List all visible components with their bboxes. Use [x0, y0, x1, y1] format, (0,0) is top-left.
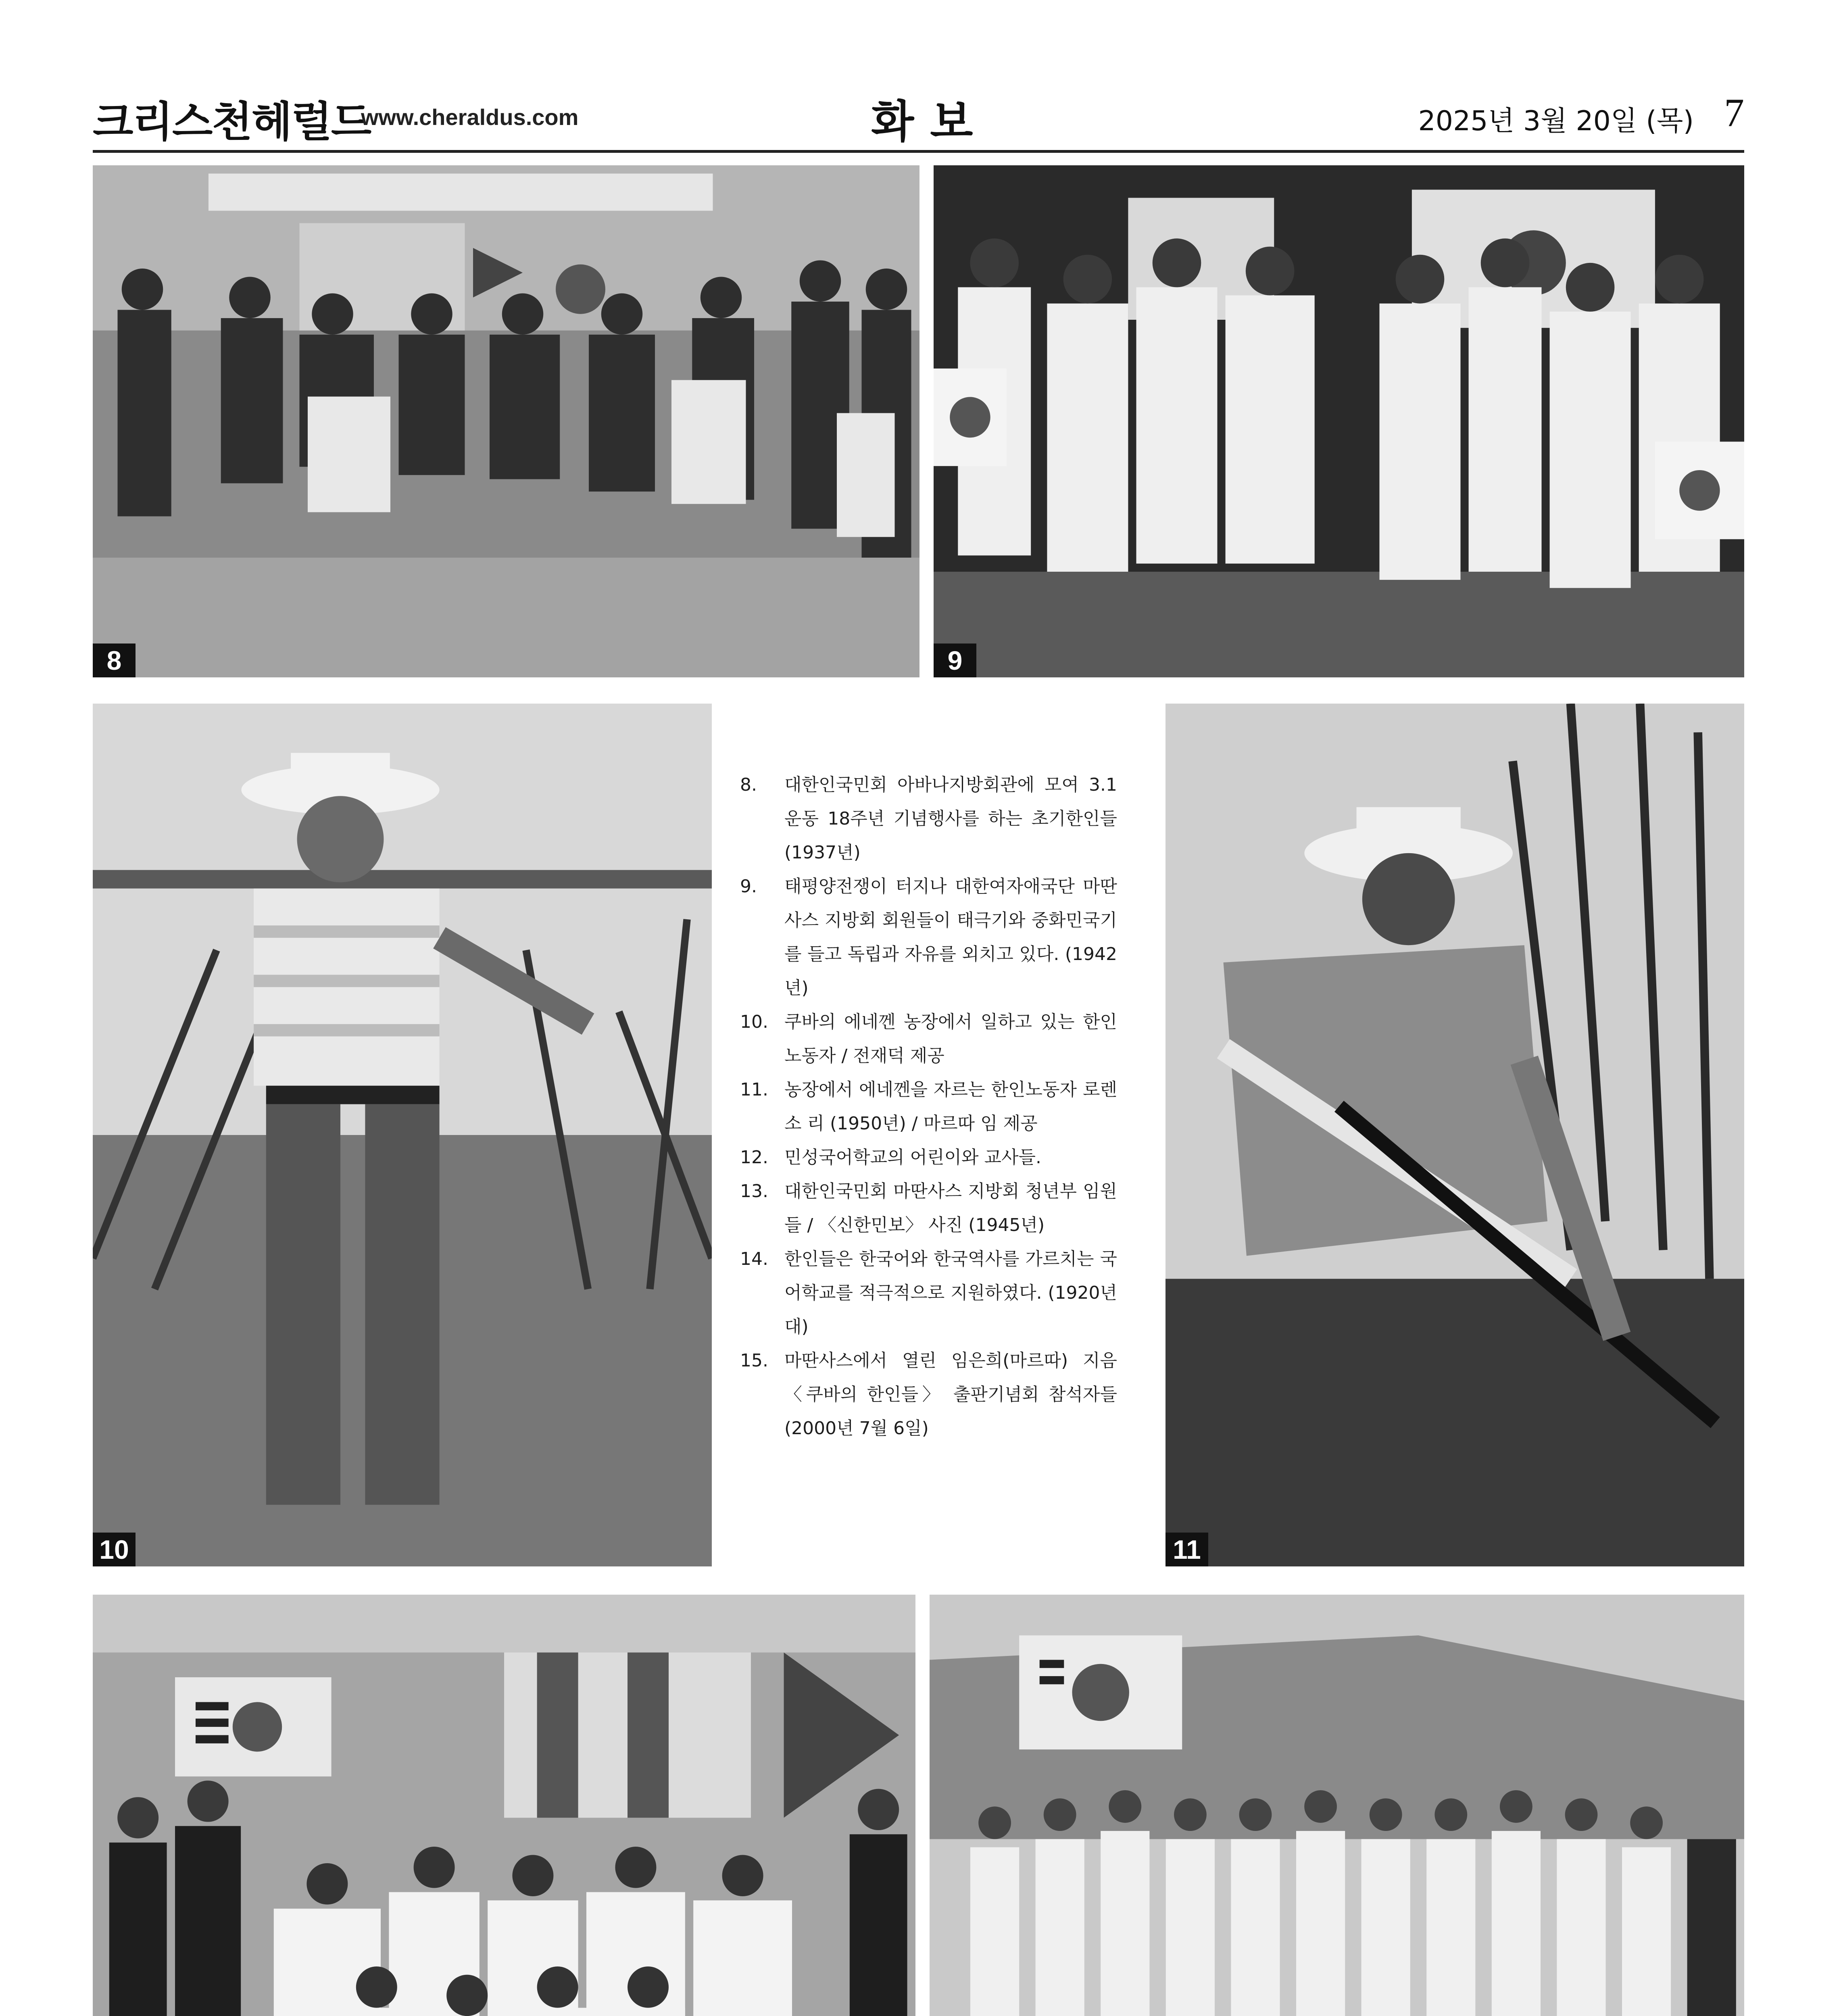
header-rule: [93, 150, 1744, 153]
caption-11: 11. 농장에서 에네껜을 자르는 한인노동자 로렌소 리 (1950년) / 마르따 임 제공: [740, 1079, 1117, 1134]
photo-number-9: 9: [934, 644, 976, 677]
photo-number-8: 8: [93, 644, 136, 677]
caption-14: 14. 한인들은 한국어와 한국역사를 가르치는 국어학교를 적극적으로 지원하였다. (1920년대): [740, 1249, 1117, 1337]
photo-10: [93, 704, 712, 1566]
caption-13: 13. 대한인국민회 마딴사스 지방회 청년부 임원들 / 〈신한민보〉 사진 (1945년): [740, 1181, 1117, 1235]
photo-number-11: 11: [1165, 1533, 1208, 1566]
website-url[interactable]: www.cheraldus.com: [361, 104, 579, 130]
caption-9: 9. 태평양전쟁이 터지나 대한여자애국단 마딴사스 지방회 회원들이 태극기와 중화민국기를 들고 독립과 자유를 외치고 있다. (1942년): [740, 876, 1117, 998]
photo-number-10: 10: [93, 1533, 136, 1566]
photo-11: [1165, 704, 1744, 1566]
caption-12: 12. 민성국어학교의 어린이와 교사들.: [740, 1147, 1042, 1168]
photo-13-image: [930, 1595, 1744, 2016]
photo-captions: [740, 768, 1117, 1445]
photo-12: [93, 1595, 915, 2016]
caption-15: 15. 마딴사스에서 열린 임은희(마르따) 지음 〈쿠바의 한인들〉 출판기념회 참석자들 (2000년 7월 6일): [740, 1350, 1117, 1439]
caption-8: 8. 대한인국민회 아바나지방회관에 모여 3.1운동 18주년 기념행사를 하는 초기한인들 (1937년): [740, 775, 1117, 863]
photo-8: [93, 165, 919, 677]
photo-8-image: [93, 165, 919, 677]
photo-9: [934, 165, 1744, 677]
photo-10-image: [93, 704, 712, 1566]
newspaper-brand: 크리스천헤럴드: [93, 97, 371, 146]
photo-12-image: [93, 1595, 915, 2016]
masthead: [93, 81, 1744, 149]
page-number: 7: [1724, 90, 1744, 135]
photo-9-image: [934, 165, 1744, 677]
caption-10: 10. 쿠바의 에네껜 농장에서 일하고 있는 한인노동자 / 전재덕 제공: [740, 1012, 1117, 1066]
photo-13: [930, 1595, 1744, 2016]
photo-11-image: [1165, 704, 1744, 1566]
section-title: 화보: [871, 96, 989, 148]
issue-date: 2025년 3월 20일 (목): [1418, 105, 1694, 137]
